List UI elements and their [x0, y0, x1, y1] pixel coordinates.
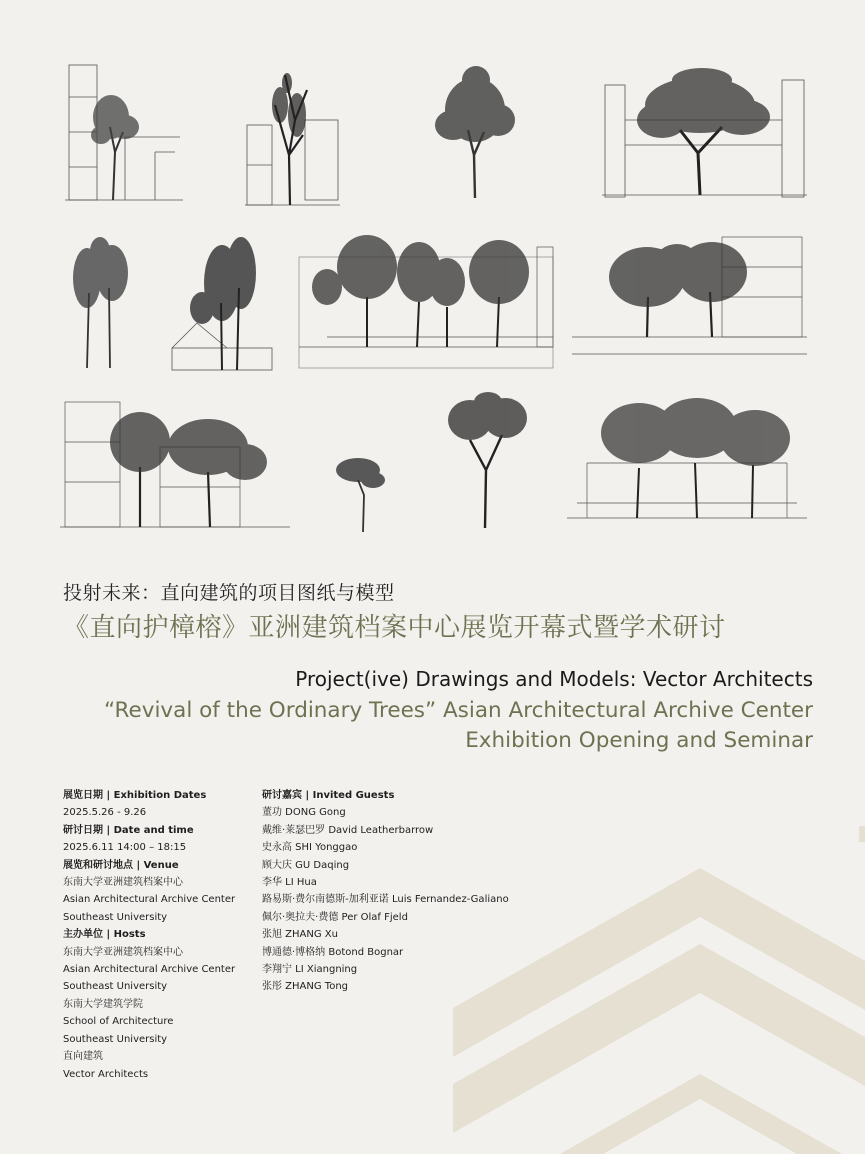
sketch-courtyard-tree [602, 65, 807, 200]
exhibition-dates-label: 展览日期 | Exhibition Dates [63, 790, 207, 801]
guest-item: 李华 LI Hua [262, 877, 317, 889]
seminar-date: 2025.6.11 14:00 – 18:15 [63, 842, 187, 854]
host-line: School of Architecture [63, 1016, 174, 1028]
event-info [63, 787, 235, 1083]
sketch-section-trees [60, 392, 290, 534]
venue-line: Southeast University [63, 911, 168, 923]
sketch-small-tree [328, 450, 398, 535]
guest-item: 张彤 ZHANG Tong [262, 981, 349, 993]
guest-item: 史永高 SHI Yonggao [262, 842, 358, 854]
sketch-plaza-trees [572, 232, 807, 367]
venue-line: 东南大学亚洲建筑档案中心 [63, 877, 183, 889]
title-zh-line1: 投射未来：直向建筑的项目图纸与模型 [63, 582, 395, 604]
guest-item: 李翔宁 LI Xiangning [262, 964, 358, 976]
guest-item: 张旭 ZHANG Xu [262, 929, 338, 941]
sketch-tall-trees [65, 233, 135, 373]
guest-item: 顾大庆 GU Daqing [262, 859, 350, 871]
host-line: Vector Architects [63, 1068, 149, 1080]
host-line: 东南大学亚洲建筑档案中心 [63, 946, 183, 958]
guest-item: 博通德·博格纳 Botond Bognar [262, 946, 404, 958]
venue-label: 展览和研讨地点 | Venue [63, 859, 179, 871]
sketch-tree-1 [428, 60, 523, 200]
guest-item: 戴维·莱瑟巴罗 David Leatherbarrow [262, 824, 434, 836]
title-en-line2: “Revival of the Ordinary Trees” Asian Architectural Archive Center [104, 698, 813, 723]
host-line: Southeast University [63, 1033, 168, 1045]
guest-item: 董功 DONG Gong [262, 807, 346, 819]
host-line: 直向建筑 [63, 1051, 103, 1063]
exhibition-dates: 2025.5.26 - 9.26 [63, 807, 147, 819]
seminar-date-label: 研讨日期 | Date and time [63, 824, 194, 836]
hosts-label: 主办单位 | Hosts [63, 929, 146, 941]
venue-line: Asian Architectural Archive Center [63, 894, 236, 906]
guests-list [262, 787, 509, 996]
sketch-building-tree-1 [65, 57, 183, 207]
title-en-line1: Project(ive) Drawings and Models: Vector Architects [295, 667, 813, 691]
host-line: 东南大学建筑学院 [63, 998, 143, 1010]
sketch-pavilion-trees [567, 393, 807, 533]
title-en-line3: Exhibition Opening and Seminar [465, 728, 813, 753]
sketch-street-trees [297, 227, 555, 370]
sketch-building-tree-2 [167, 228, 277, 373]
title-zh-line2: 《直向护樟榕》亚洲建筑档案中心展览开幕式暨学术研讨 [63, 613, 726, 643]
guest-item: 路易斯·费尔南德斯-加利亚诺 Luis Fernandez-Galiano [262, 894, 509, 906]
guest-item: 佩尔·奥拉夫·费德 Per Olaf Fjeld [262, 911, 408, 923]
host-line: Asian Architectural Archive Center [63, 964, 236, 976]
host-line: Southeast University [63, 981, 168, 993]
sketch-bare-tree [245, 65, 340, 210]
guests-label: 研讨嘉宾 | Invited Guests [262, 790, 395, 801]
sketch-tree-2 [440, 390, 535, 532]
